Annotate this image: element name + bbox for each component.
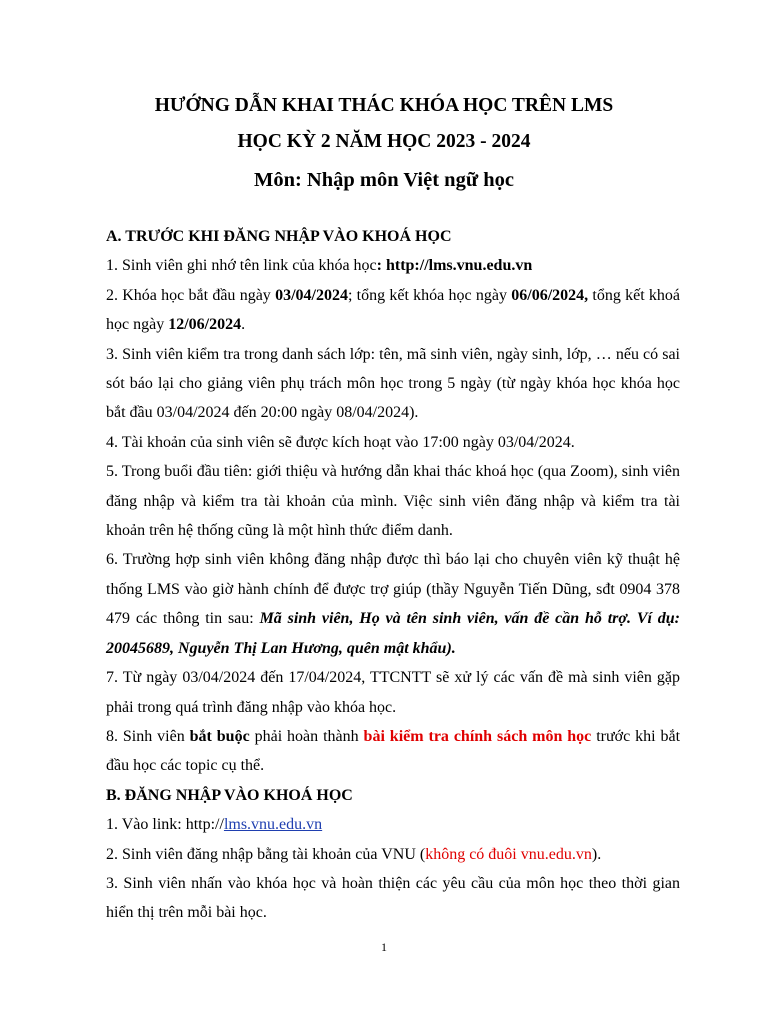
section-a-item-7: 7. Từ ngày 03/04/2024 đến 17/04/2024, TTCNTT sẽ xử lý các vấn đề mà sinh viên gặp phải trong quá trình đăng nhập vào khóa học. bbox=[106, 669, 680, 716]
semester-title: HỌC KỲ 2 NĂM HỌC 2023 - 2024 bbox=[237, 131, 531, 152]
page-number: 1 bbox=[381, 940, 387, 954]
section-b-item-3: 3. Sinh viên nhấn vào khóa học và hoàn thiện các yêu cầu của môn học theo thời gian hiển thị trên mỗi bài học. bbox=[106, 874, 680, 922]
section-b-heading: B. ĐĂNG NHẬP VÀO KHOÁ HỌC bbox=[106, 786, 353, 804]
document-title-block bbox=[0, 88, 768, 198]
section-b-item-1: 1. Vào link: http://lms.vnu.edu.vn bbox=[106, 816, 323, 834]
section-a-item-1: 1. Sinh viên ghi nhớ tên link của khóa học: http://lms.vnu.edu.vn bbox=[106, 257, 533, 275]
section-a-item-4: 4. Tài khoản của sinh viên sẽ được kích hoạt vào 17:00 ngày 03/04/2024. bbox=[106, 433, 575, 451]
section-b-item-2: 2. Sinh viên đăng nhập bằng tài khoản của VNU (không có đuôi vnu.edu.vn). bbox=[106, 845, 602, 863]
section-a-item-3: 3. Sinh viên kiểm tra trong danh sách lớp: tên, mã sinh viên, ngày sinh, lớp, … nếu có sai sót báo lại cho giảng viên phụ trách môn học trong 5 ngày (từ ngày khóa học khóa học bắt đầu 03/04/2024 đến 20:00 ngày 08/04/2024). bbox=[106, 345, 680, 422]
section-a-item-2: 2. Khóa học bắt đầu ngày 03/04/2024; tổng kết khóa học ngày 06/06/2024, tổng kết khoá học ngày 12/06/2024. bbox=[106, 286, 681, 334]
section-a-heading: A. TRƯỚC KHI ĐĂNG NHẬP VÀO KHOÁ HỌC bbox=[106, 228, 452, 245]
section-a-item-5: 5. Trong buổi đầu tiên: giới thiệu và hướng dẫn khai thác khoá học (qua Zoom), sinh viên đăng nhập và kiểm tra tài khoản của mình. Việc sinh viên đăng nhập và kiểm tra tài khoản trên hệ thống cũng là một hình thức điểm danh. bbox=[106, 463, 680, 540]
document-title: HƯỚNG DẪN KHAI THÁC KHÓA HỌC TRÊN LMS bbox=[154, 95, 614, 116]
section-a-item-8: 8. Sinh viên bắt buộc phải hoàn thành bài kiểm tra chính sách môn học trước khi bắt đầu học các topic cụ thể. bbox=[106, 727, 681, 775]
document-body bbox=[106, 222, 680, 928]
course-title: Môn: Nhập môn Việt ngữ học bbox=[253, 169, 515, 191]
lms-link[interactable]: lms.vnu.edu.vn bbox=[223, 816, 323, 834]
section-a-item-6: 6. Trường hợp sinh viên không đăng nhập được thì báo lại cho chuyên viên kỹ thuật hệ thống LMS vào giờ hành chính để được trợ giúp (thầy Nguyễn Tiến Dũng, sđt 0904 378 479 các thông tin sau: Mã sinh viên, Họ và tên sinh viên, vấn đề cần hỗ trợ. Ví dụ: 20045689, Nguyễn Thị Lan Hương, quên mật khẩu). bbox=[106, 551, 680, 657]
